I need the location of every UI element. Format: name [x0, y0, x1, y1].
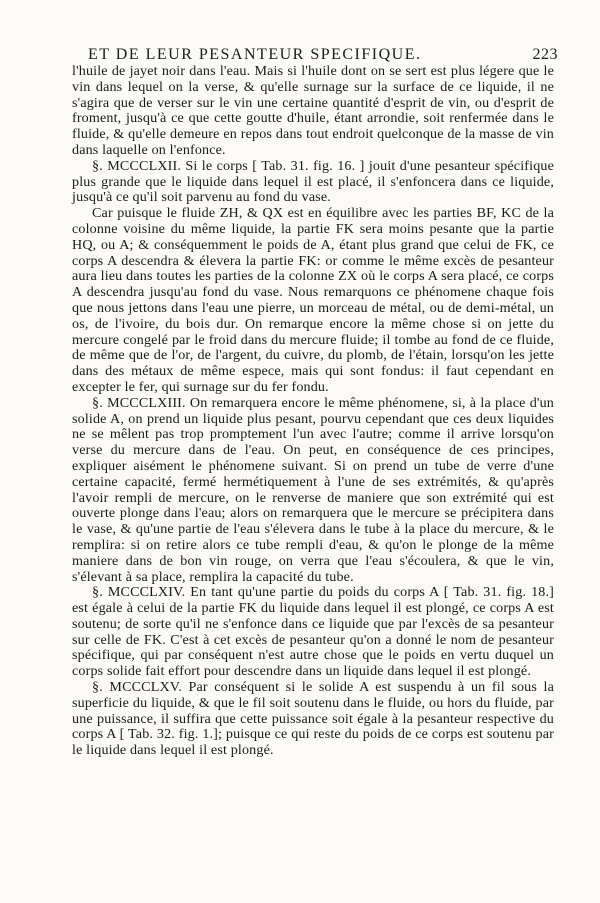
running-head: ET DE LEUR PESANTEUR SPECIFIQUE.: [88, 46, 422, 63]
paragraph-section-1364: §. MCCCLXIV. En tant qu'une partie du poids du corps A [ Tab. 31. fig. 18.] est égale à celui de la partie FK du liquide dans lequel il est plongé, ce corps A est soutenu; de sorte qu'il ne s'enfonce dans ce liquide que par l'excès de sa pesanteur sur celle de FK. C'est à cet excès de pesanteur qu'on a donné le nom de pesanteur spécifique, qui par conséquent n'est autre chose que le poids en vertu duquel un corps solide fait effort pour descendre dans un liquide dans lequel il est plongé.: [72, 584, 554, 680]
paragraph-continuation: l'huile de jayet noir dans l'eau. Mais si l'huile dont on se sert est plus légere que le vin dans lequel on la verse, & qu'elle surnage sur la surface de ce liquide, il ne s'agira que de verser sur le vin une certaine quantité d'esprit de vin, ou d'esprit de froment, jusqu'à ce que cette goutte d'huile, étant arrondie, soit renfermée dans le fluide, & qu'elle demeure en repos dans tout endroit quelconque de la masse de vin dans laquelle on l'enfonce.: [72, 63, 554, 158]
body-text: [72, 64, 554, 759]
paragraph-section-1365: §. MCCCLXV. Par conséquent si le solide A est suspendu à un fil sous la superficie du liquide, & que le fil soit soutenu dans le fluide, ou hors du fluide, par une puissance, il suffira que cette puissance soit égale à la pesanteur respective du corps A [ Tab. 32. fig. 1.]; puisque ce qui reste du poids de ce corps est soutenu par le liquide dans lequel il est plongé.: [72, 679, 554, 759]
paragraph-explanation: Car puisque le fluide ZH, & QX est en équilibre avec les parties BF, KC de la colonne voisine du même liquide, la partie FK sera moins pesante que la partie HQ, ou A; & conséquemment le poids de A, étant plus grand que celui de FK, ce corps A descendra & élevera la partie FK: or comme le même excès de pesanteur aura lieu dans toutes les parties de la colonne ZX où le corps A sera placé, ce corps A descendra jusqu'au fond du vase. Nous remarquons ce phénomene chaque fois que nous jettons dans l'eau une pierre, un morceau de métal, ou de demi-métal, un os, de l'ivoire, du bois dur. On remarque encore la même chose si on jette du mercure congelé par le froid dans du mercure fluide; il tombe au fond de ce fluide, de même que de l'or, de l'argent, du cuivre, du plomb, de l'étain, lorsqu'on les jette dans des métaux de même espece, mais qui sont fondus: il faut cependant en excepter le fer, qui surnage sur du fer fondu.: [72, 205, 554, 395]
paragraph-section-1362: §. MCCCLXII. Si le corps [ Tab. 31. fig. 16. ] jouit d'une pesanteur spécifique plus grande que le liquide dans lequel il est placé, il s'enfoncera dans ce liquide, jusqu'à ce qu'il soit parvenu au fond du vase.: [72, 157, 554, 206]
paragraph-section-1363: §. MCCCLXIII. On remarquera encore le même phénomene, si, à la place d'un solide A, on prend un liquide plus pesant, pourvu cependant que ces deux liquides ne se mêlent pas trop promptement l'un avec l'autre; comme il arrive lorsqu'on verse du mercure dans de l'eau. On peut, en conséquence de ces principes, expliquer aisément le phénomene suivant. Si on prend un tube de verre d'une certaine capacité, fermé hermétiquement à l'une de ses extrémités, & qu'après l'avoir rempli de mercure, on le renverse de maniere que son extrémité qui est ouverte plonge dans l'eau; alors on remarquera que le mercure se précipitera dans le vase, & qu'une partie de l'eau s'élevera dans le tube à la place du mercure, & le remplira: si on retire alors ce tube rempli d'eau, & qu'on le plonge de la même maniere dans de bon vin rouge, on verra que l'eau s'écoulera, & que le vin, s'élevant à sa place, remplira la capacité du tube.: [72, 394, 554, 585]
page-number: 223: [532, 46, 558, 63]
